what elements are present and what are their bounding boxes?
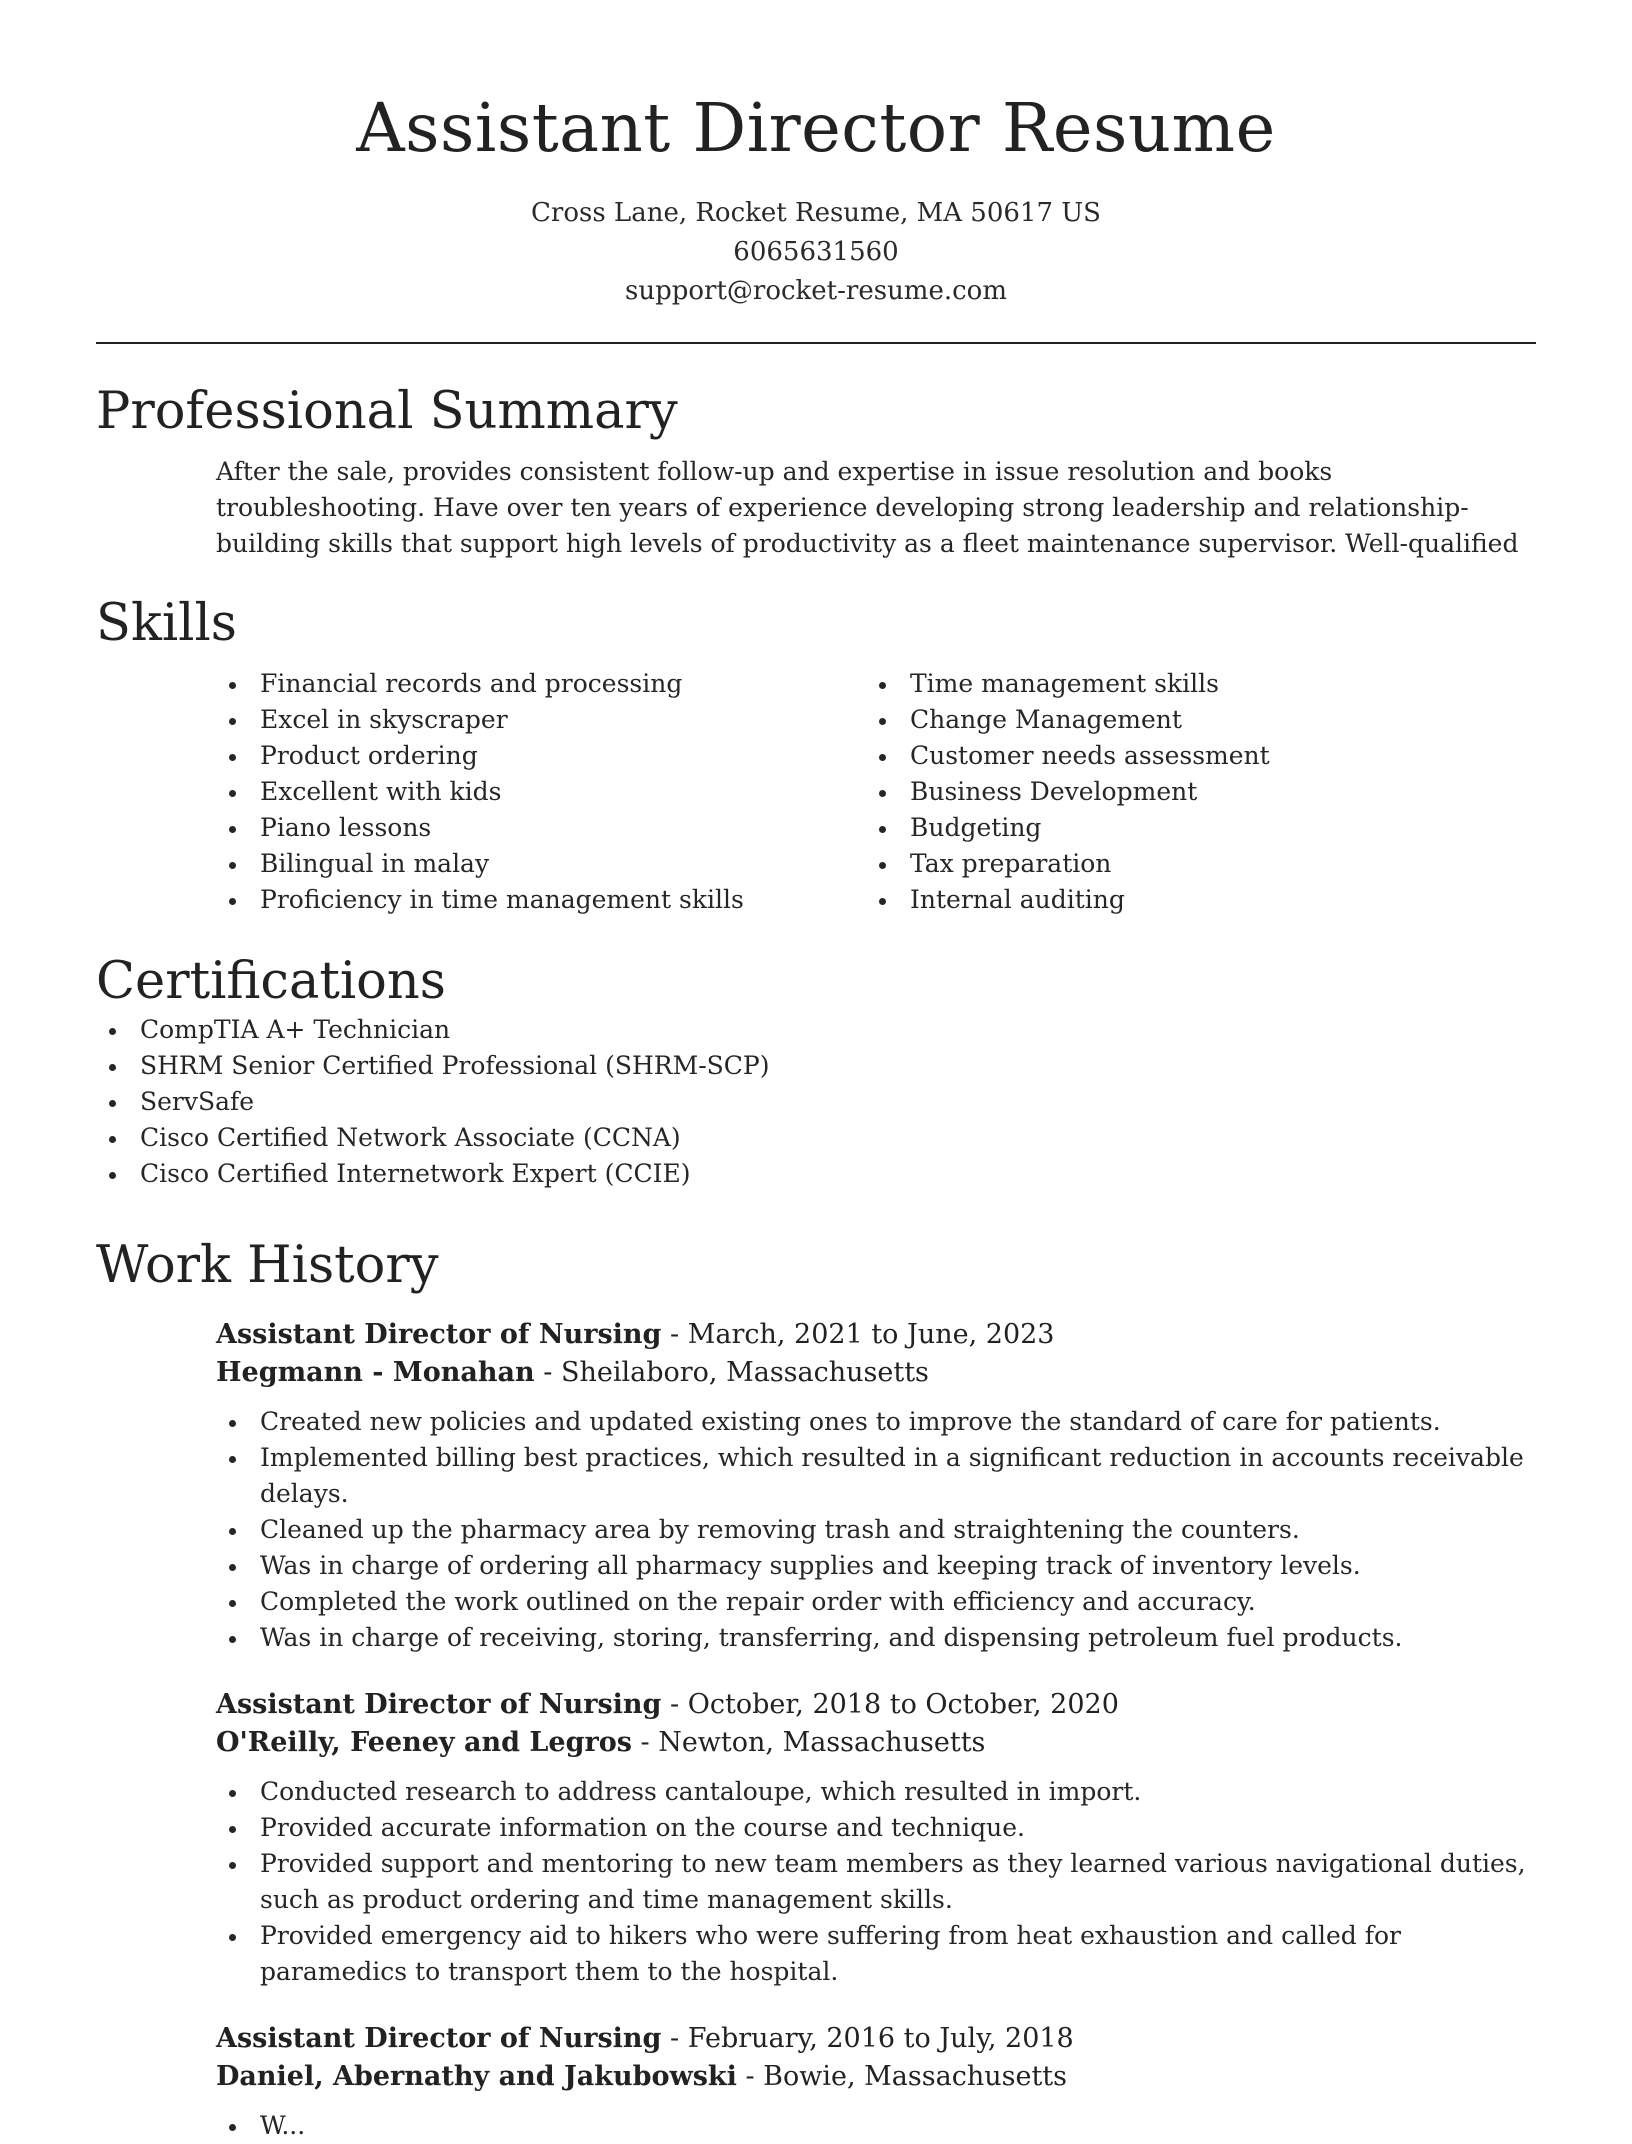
contact-block — [0, 194, 1632, 311]
list-item: Change Management — [866, 702, 1516, 738]
header-divider — [96, 342, 1536, 344]
list-item: Cisco Certified Network Associate (CCNA) — [96, 1120, 1536, 1156]
list-item: Excellent with kids — [216, 774, 866, 810]
list-item: Provided accurate information on the course and technique. — [216, 1810, 1536, 1846]
work-history-section — [96, 1236, 1536, 2144]
list-item: Business Development — [866, 774, 1516, 810]
summary-title: Professional Summary — [96, 382, 678, 441]
list-item: Excel in skyscraper — [216, 702, 866, 738]
list-item: Implemented billing best practices, which resulted in a significant reduction in accounts receivable delays. — [216, 1440, 1536, 1512]
list-item: CompTIA A+ Technician — [96, 1012, 1536, 1048]
skills-columns — [216, 666, 1536, 918]
list-item: Customer needs assessment — [866, 738, 1516, 774]
certifications-section — [96, 952, 1536, 1192]
job-company: O'Reilly, Feeney and Legros — [216, 1727, 632, 1758]
job-location: - Newton, Massachusetts — [631, 1727, 986, 1758]
phone: 6065631560 — [733, 237, 899, 267]
job-title: Assistant Director of Nursing — [216, 2023, 662, 2054]
job-dates: - October, 2018 to October, 2020 — [661, 1689, 1119, 1720]
list-item: ServSafe — [96, 1084, 1536, 1120]
job-bullet-list — [216, 1404, 1536, 1656]
certifications-title: Certifications — [96, 952, 446, 1011]
list-item: Proficiency in time management skills — [216, 882, 866, 918]
list-item: Conducted research to address cantaloupe, which resulted in import. — [216, 1774, 1536, 1810]
list-item: Cisco Certified Internetwork Expert (CCIE) — [96, 1156, 1536, 1192]
job-location: - Bowie, Massachusetts — [736, 2061, 1068, 2092]
resume-title: Assistant Director Resume — [356, 89, 1276, 167]
job-company-line — [216, 1724, 1536, 1762]
list-item: SHRM Senior Certified Professional (SHRM-SCP) — [96, 1048, 1536, 1084]
list-item: Tax preparation — [866, 846, 1516, 882]
job-title-line — [216, 2020, 1536, 2058]
list-item: Piano lessons — [216, 810, 866, 846]
job-title: Assistant Director of Nursing — [216, 1319, 662, 1350]
list-item: W... — [216, 2108, 1536, 2144]
list-item: Product ordering — [216, 738, 866, 774]
job-bullets — [216, 2108, 1536, 2144]
job-dates: - March, 2021 to June, 2023 — [661, 1319, 1055, 1350]
certifications-list — [96, 1012, 1536, 1192]
job-title-line — [216, 1316, 1536, 1354]
job-company-line — [216, 1354, 1536, 1392]
list-item: Created new policies and updated existing ones to improve the standard of care for patients. — [216, 1404, 1536, 1440]
skills-list-right — [866, 666, 1516, 918]
list-item: Cleaned up the pharmacy area by removing trash and straightening the counters. — [216, 1512, 1536, 1548]
job-title: Assistant Director of Nursing — [216, 1689, 662, 1720]
job-bullets — [216, 1404, 1536, 1656]
job-bullet-list — [216, 2108, 1536, 2144]
list-item: Provided support and mentoring to new team members as they learned various navigational duties, such as product ordering and time management skills. — [216, 1846, 1536, 1918]
skills-title: Skills — [96, 594, 237, 653]
resume-header — [0, 0, 1632, 311]
list-item: Was in charge of receiving, storing, transferring, and dispensing petroleum fuel products. — [216, 1620, 1536, 1656]
list-item: Bilingual in malay — [216, 846, 866, 882]
list-item: Was in charge of ordering all pharmacy supplies and keeping track of inventory levels. — [216, 1548, 1536, 1584]
list-item: Completed the work outlined on the repair order with efficiency and accuracy. — [216, 1584, 1536, 1620]
job-entry — [216, 1316, 1536, 1656]
job-entry — [216, 2020, 1536, 2144]
summary-text: After the sale, provides consistent follow-up and expertise in issue resolution and books troubleshooting. Have over ten years of experience developing strong leadership and relationship-building skills that support high levels of productivity as a fleet maintenance supervisor. Well-qualified — [216, 457, 1519, 558]
work-history-title: Work History — [96, 1236, 439, 1295]
job-company-line — [216, 2058, 1536, 2096]
skills-list-left — [216, 666, 866, 918]
job-dates: - February, 2016 to July, 2018 — [661, 2023, 1074, 2054]
job-location: - Sheilaboro, Massachusetts — [534, 1357, 929, 1388]
skills-section — [96, 594, 1536, 918]
job-company: Hegmann - Monahan — [216, 1357, 535, 1388]
list-item: Financial records and processing — [216, 666, 866, 702]
job-entry — [216, 1686, 1536, 1990]
job-bullet-list — [216, 1774, 1536, 1990]
address: Cross Lane, Rocket Resume, MA 50617 US — [531, 198, 1101, 228]
job-company: Daniel, Abernathy and Jakubowski — [216, 2061, 737, 2092]
list-item: Internal auditing — [866, 882, 1516, 918]
summary-section — [96, 382, 1536, 562]
email: support@rocket-resume.com — [624, 276, 1007, 306]
job-bullets — [216, 1774, 1536, 1990]
list-item: Provided emergency aid to hikers who were suffering from heat exhaustion and called for paramedics to transport them to the hospital. — [216, 1918, 1536, 1990]
list-item: Budgeting — [866, 810, 1516, 846]
list-item: Time management skills — [866, 666, 1516, 702]
job-title-line — [216, 1686, 1536, 1724]
